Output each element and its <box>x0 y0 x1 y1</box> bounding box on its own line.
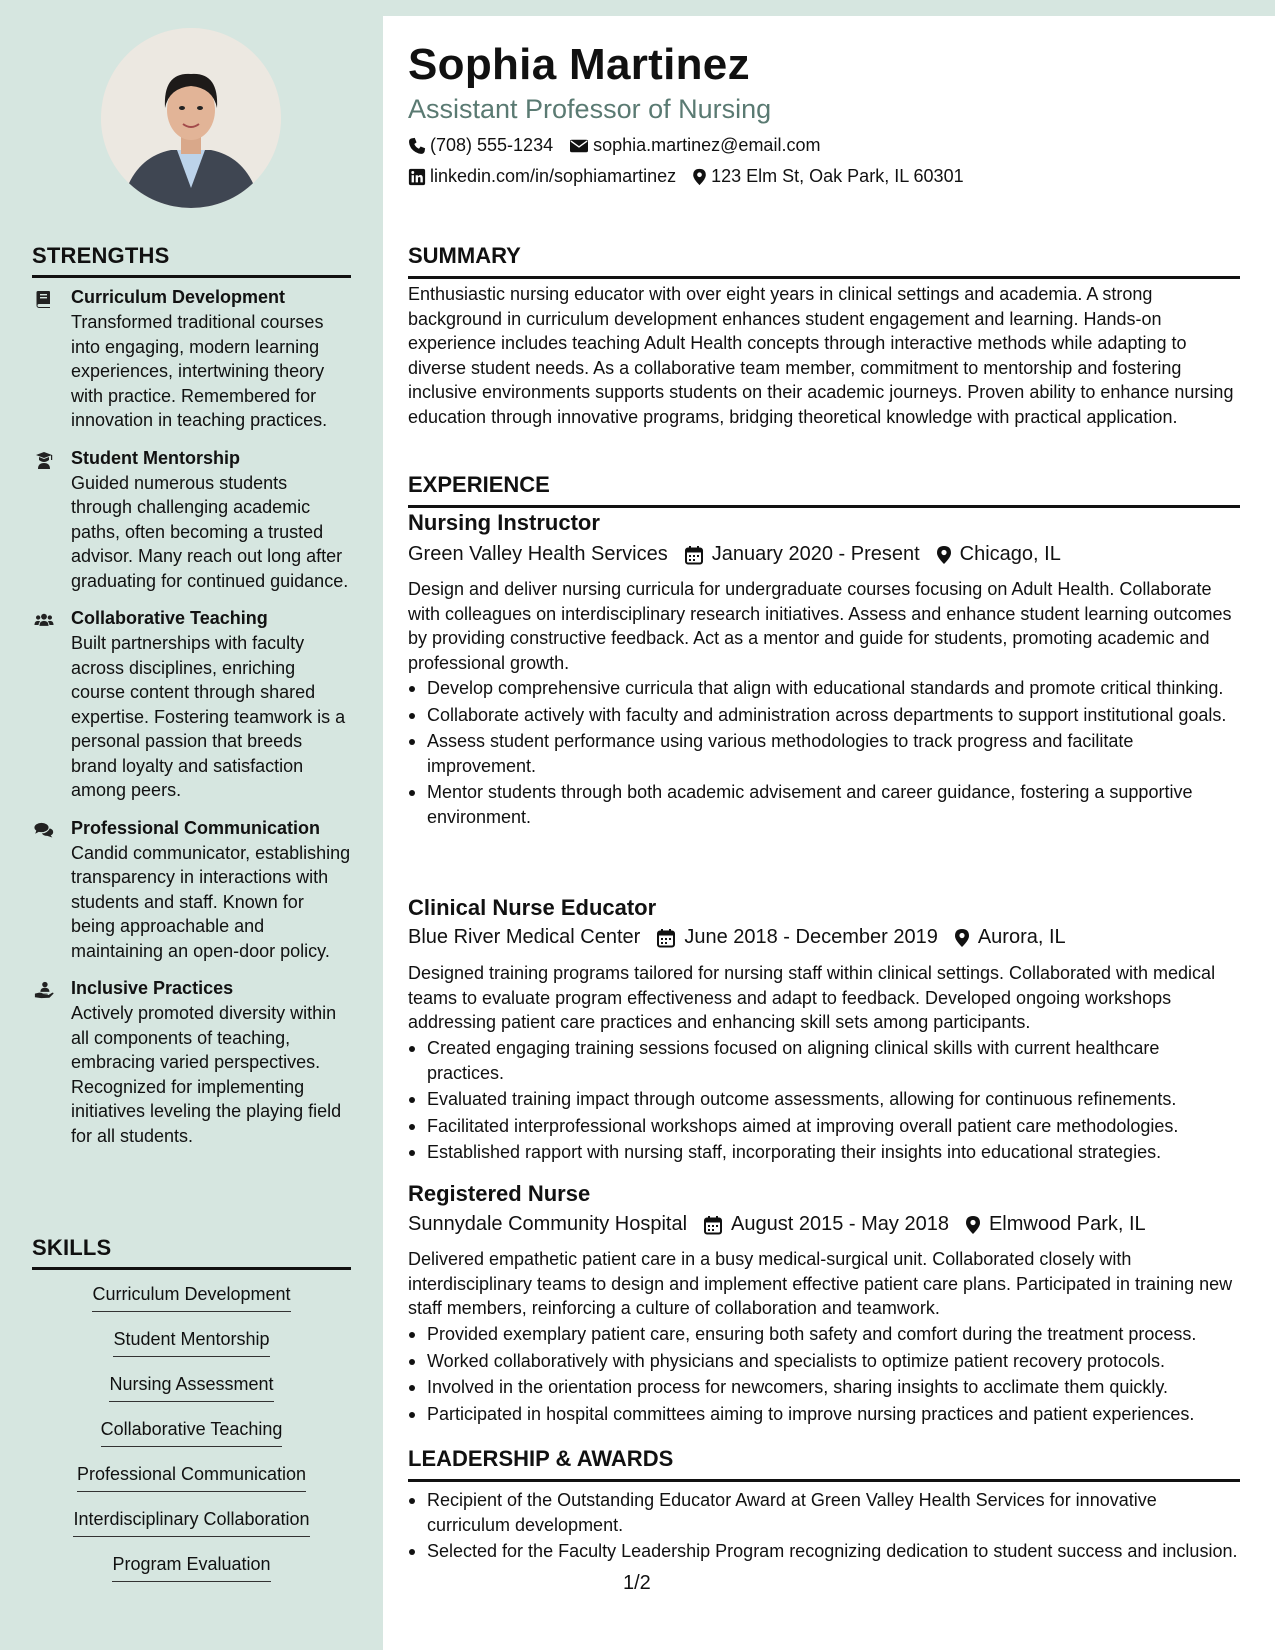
skill-item: Collaborative Teaching <box>101 1417 283 1447</box>
job-description: Design and deliver nursing curricula for undergraduate courses focusing on Adult Health. Collaborate with colleagues on interdisciplinary research initiatives. Assess and enhance student learning outcomes by providing constructive feedback. Act as a mentor and guide for students, promoting academic and professional growth. <box>408 579 1232 673</box>
skills-list <box>32 1282 351 1597</box>
job-meta <box>408 1213 1146 1236</box>
job-location: Elmwood Park, IL <box>988 1213 1146 1235</box>
strength-item <box>32 817 352 964</box>
hand-holding-user-icon <box>34 980 54 1000</box>
strength-title: Inclusive Practices <box>71 978 234 998</box>
candidate-title: Assistant Professor of Nursing <box>408 94 772 124</box>
linkedin-text: linkedin.com/in/sophiamartinez <box>430 166 677 186</box>
linkedin-icon <box>408 168 426 186</box>
list-item: Created engaging training sessions focused on aligning clinical skills with current healthcare practices. <box>408 1036 1240 1085</box>
job-company: Blue River Medical Center <box>408 926 641 948</box>
awards-heading: LEADERSHIP & AWARDS <box>408 1446 1240 1482</box>
phone-text: (708) 555-1234 <box>430 135 554 155</box>
email-icon <box>569 137 589 155</box>
map-marker-icon <box>965 1215 981 1235</box>
list-item: Involved in the orientation process for newcomers, sharing insights to acclimate them quickly. <box>408 1375 1240 1400</box>
job-meta <box>408 926 1066 949</box>
map-marker-icon <box>936 545 952 565</box>
job-title: Nursing Instructor <box>408 510 600 535</box>
job-bullets <box>408 676 1240 831</box>
job-title: Clinical Nurse Educator <box>408 895 657 920</box>
strength-desc: Guided numerous students through challenging academic paths, often becoming a trusted advisor. Many reach out long after graduating for continued guidance. <box>71 472 349 591</box>
strength-item <box>32 286 352 433</box>
list-item: Mentor students through both academic advisement and career guidance, fostering a supportive environment. <box>408 780 1240 829</box>
strengths-heading: STRENGTHS <box>32 243 351 278</box>
list-item: Provided exemplary patient care, ensuring both safety and comfort during the treatment process. <box>408 1322 1240 1347</box>
job-company: Green Valley Health Services <box>408 543 668 565</box>
skill-item: Nursing Assessment <box>109 1372 273 1402</box>
calendar-icon <box>703 1215 723 1235</box>
skill-item: Student Mentorship <box>113 1327 269 1357</box>
strength-desc: Actively promoted diversity within all components of teaching, embracing varied perspectives. Recognized for implementing initiatives leveling the playing field for all students. <box>71 1003 342 1146</box>
calendar-icon <box>684 545 704 565</box>
contact-row-1 <box>408 135 820 156</box>
awards-list <box>408 1488 1240 1566</box>
contact-row-2 <box>408 166 964 187</box>
list-item: Participated in hospital committees aiming to improve nursing practices and patient experiences. <box>408 1402 1240 1427</box>
skill-item: Curriculum Development <box>92 1282 290 1312</box>
list-item: Collaborate actively with faculty and administration across departments to support institutional goals. <box>408 703 1240 728</box>
strength-title: Collaborative Teaching <box>71 608 268 628</box>
strength-title: Professional Communication <box>71 817 321 838</box>
summary-heading: SUMMARY <box>408 243 1240 279</box>
experience-heading: EXPERIENCE <box>408 472 1240 508</box>
list-item: Established rapport with nursing staff, incorporating their insights into educational strategies. <box>408 1140 1240 1165</box>
skill-item: Program Evaluation <box>112 1552 270 1582</box>
phone-icon <box>408 137 426 155</box>
strengths-list <box>32 286 352 1162</box>
comments-icon <box>34 820 54 840</box>
strength-title: Curriculum Development <box>71 287 286 307</box>
job-bullets <box>408 1322 1240 1428</box>
list-item: Selected for the Faculty Leadership Program recognizing dedication to student success and inclusion. <box>408 1539 1240 1564</box>
list-item: Recipient of the Outstanding Educator Award at Green Valley Health Services for innovative curriculum development. <box>408 1488 1240 1537</box>
job-title: Registered Nurse <box>408 1181 591 1206</box>
list-item: Facilitated interprofessional workshops aimed at improving overall patient care methodologies. <box>408 1114 1240 1139</box>
map-marker-icon <box>692 168 707 186</box>
top-band <box>0 0 1275 16</box>
users-icon <box>34 610 54 630</box>
strength-item <box>32 977 352 1148</box>
address-text: 123 Elm St, Oak Park, IL 60301 <box>711 166 964 186</box>
job-company: Sunnydale Community Hospital <box>408 1213 688 1235</box>
strength-item <box>32 447 352 594</box>
list-item: Evaluated training impact through outcome assessments, allowing for continuous refinements. <box>408 1087 1240 1112</box>
calendar-icon <box>656 928 676 948</box>
strength-title: Student Mentorship <box>71 447 240 468</box>
summary-text: Enthusiastic nursing educator with over eight years in clinical settings and academia. A strong background in curriculum development enhances student engagement and learning. Hands-on experience includes teaching Adult Health concepts through interactive methods while adapting to diverse student needs. As a collaborative team member, commitment to mentorship and fostering inclusive environments supports students on their academic journeys. Proven ability to enhance nursing education through innovative programs, bridging theoretical knowledge with practical application. <box>408 284 1234 427</box>
skills-heading: SKILLS <box>32 1235 351 1270</box>
page-number: 1/2 <box>623 1572 651 1594</box>
job-dates: August 2015 - May 2018 <box>731 1213 949 1235</box>
email-text: sophia.martinez@email.com <box>593 135 821 155</box>
skill-item: Professional Communication <box>77 1462 306 1492</box>
portrait-image <box>101 28 281 208</box>
job-dates: January 2020 - Present <box>711 543 920 565</box>
strength-desc: Transformed traditional courses into engaging, modern learning experiences, intertwining theory with practice. Remembered for innovation in teaching practices. <box>71 312 328 430</box>
list-item: Develop comprehensive curricula that align with educational standards and promote critical thinking. <box>408 676 1240 701</box>
strength-desc: Built partnerships with faculty across disciplines, enriching course content through shared expertise. Fostering teamwork is a personal passion that breeds brand loyalty and satisfaction among peers. <box>71 633 346 800</box>
skill-item: Interdisciplinary Collaboration <box>73 1507 309 1537</box>
graduate-icon <box>34 450 54 470</box>
job-location: Chicago, IL <box>959 543 1061 565</box>
job-description: Delivered empathetic patient care in a busy medical-surgical unit. Collaborated closely with interdisciplinary teams to design and implement effective patient care plans. Participated in training new staff members, reinforcing a culture of collaboration and teamwork. <box>408 1249 1233 1318</box>
job-location: Aurora, IL <box>977 926 1066 948</box>
profile-photo <box>101 28 281 208</box>
strength-item <box>32 607 352 803</box>
book-icon <box>34 289 54 309</box>
job-dates: June 2018 - December 2019 <box>684 926 938 948</box>
strength-desc: Candid communicator, establishing transparency in interactions with students and staff. Known for being approachable and maintaining an open-door policy. <box>71 842 351 961</box>
list-item: Assess student performance using various methodologies to track progress and facilitate improvement. <box>408 729 1240 778</box>
job-meta <box>408 543 1061 566</box>
job-description: Designed training programs tailored for nursing staff within clinical settings. Collaborated with medical teams to evaluate program effectiveness and adapt to feedback. Developed ongoing workshops addressing patient care practices and enhancing skill sets among participants. <box>408 963 1216 1032</box>
map-marker-icon <box>954 928 970 948</box>
list-item: Worked collaboratively with physicians and specialists to optimize patient recovery protocols. <box>408 1349 1240 1374</box>
job-bullets <box>408 1036 1240 1167</box>
candidate-name: Sophia Martinez <box>408 40 750 89</box>
